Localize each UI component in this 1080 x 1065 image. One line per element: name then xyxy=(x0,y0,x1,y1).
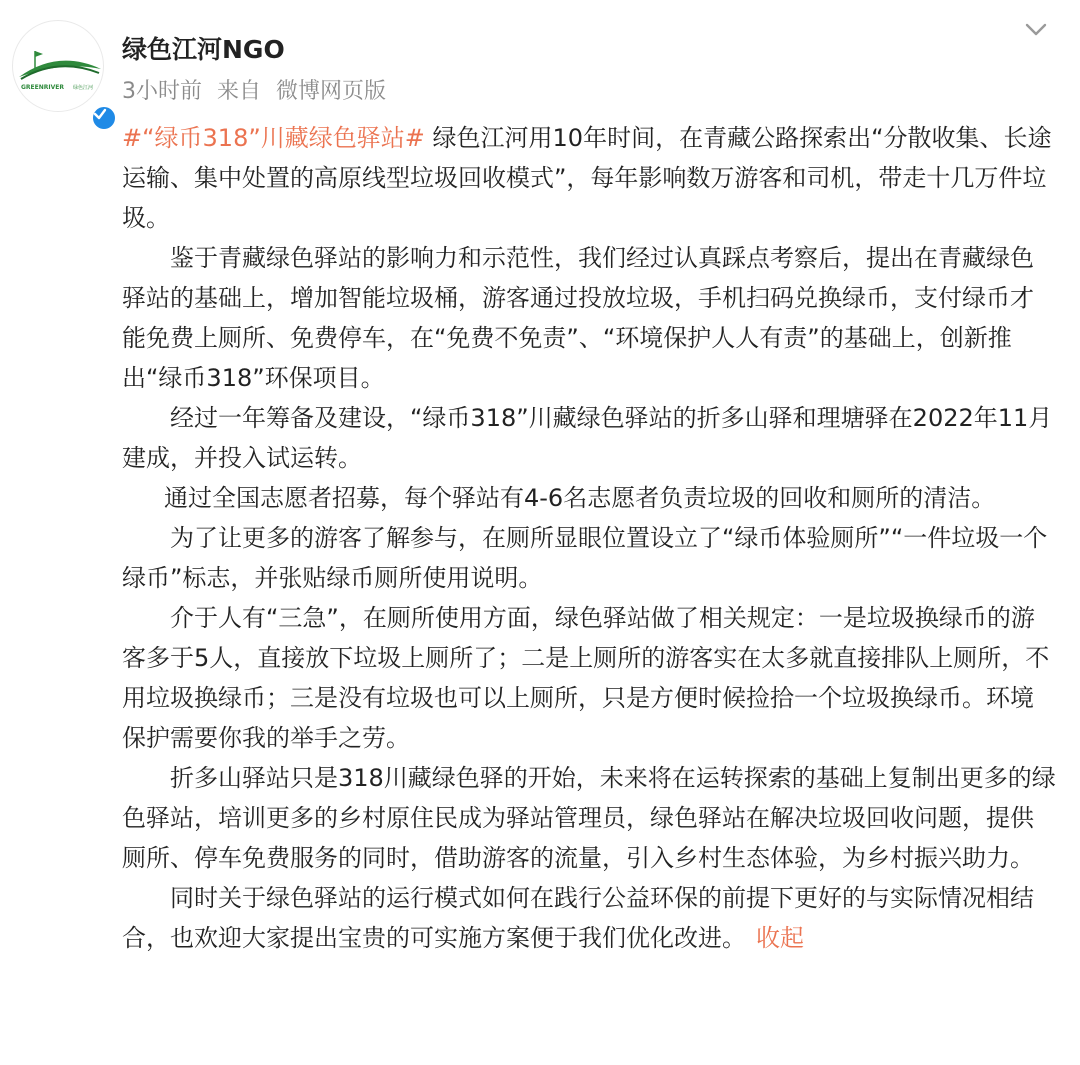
post-paragraph: 鉴于青藏绿色驿站的影响力和示范性，我们经过认真踩点考察后，提出在青藏绿色驿站的基础上，增加智能垃圾桶，游客通过投放垃圾，手机扫码兑换绿币，支付绿币才能免费上厕所、免费停车，在“免费不免责”、“环境保护人人有责”的基础上，创新推出“绿币318”环保项目。 xyxy=(122,244,1034,392)
post-paragraph: 通过全国志愿者招募，每个驿站有4-6名志愿者负责垃圾的回收和厕所的清洁。 xyxy=(164,484,996,512)
verified-badge-icon xyxy=(91,105,117,131)
source-prefix: 来自 xyxy=(217,79,262,104)
svg-text:GREENRIVER: GREENRIVER xyxy=(21,84,64,91)
post-content xyxy=(122,118,1057,958)
post-meta xyxy=(122,74,394,105)
post-paragraph xyxy=(122,878,1057,958)
hashtag-link[interactable]: #“绿币318”川藏绿色驿站# xyxy=(122,124,425,152)
post-text: 绿色江河用10年时间，在青藏公路探索出“分散收集、长途运输、集中处置的高原线型垃圾回收模式”，每年影响数万游客和司机，带走十几万件垃圾。 xyxy=(122,124,1052,232)
post-paragraph: 经过一年筹备及建设，“绿币318”川藏绿色驿站的折多山驿和理塘驿在2022年11月建成，并投入试运转。 xyxy=(122,404,1053,472)
post-text: 同时关于绿色驿站的运行模式如何在践行公益环保的前提下更好的与实际情况相结合，也欢迎大家提出宝贵的可实施方案便于我们优化改进。 xyxy=(122,884,1034,952)
post-paragraph: 为了让更多的游客了解参与，在厕所显眼位置设立了“绿币体验厕所”“一件垃圾一个绿币”标志，并张贴绿币厕所使用说明。 xyxy=(122,524,1048,592)
post-paragraph: 介于人有“三急”，在厕所使用方面，绿色驿站做了相关规定：一是垃圾换绿币的游客多于5人，直接放下垃圾上厕所了；二是上厕所的游客实在太多就直接排队上厕所，不用垃圾换绿币；三是没有垃圾也可以上厕所，只是方便时候捡拾一个垃圾换绿币。环境保护需要你我的举手之劳。 xyxy=(122,604,1050,752)
username[interactable]: 绿色江河NGO xyxy=(122,35,285,64)
collapse-link[interactable]: 收起 xyxy=(756,924,804,952)
avatar[interactable] xyxy=(12,20,104,112)
post-time[interactable]: 3小时前 xyxy=(122,79,202,104)
post-paragraph xyxy=(122,118,1057,238)
post-source: 微博网页版 xyxy=(276,79,387,104)
svg-text:绿色江河: 绿色江河 xyxy=(73,85,94,91)
post-paragraph: 折多山驿站只是318川藏绿色驿的开始，未来将在运转探索的基础上复制出更多的绿色驿站，培训更多的乡村原住民成为驿站管理员，绿色驿站在解决垃圾回收问题，提供厕所、停车免费服务的同时，借助游客的流量，引入乡村生态体验，为乡村振兴助力。 xyxy=(122,764,1056,872)
chevron-down-icon[interactable] xyxy=(1021,14,1051,44)
greenriver-logo xyxy=(13,21,103,111)
